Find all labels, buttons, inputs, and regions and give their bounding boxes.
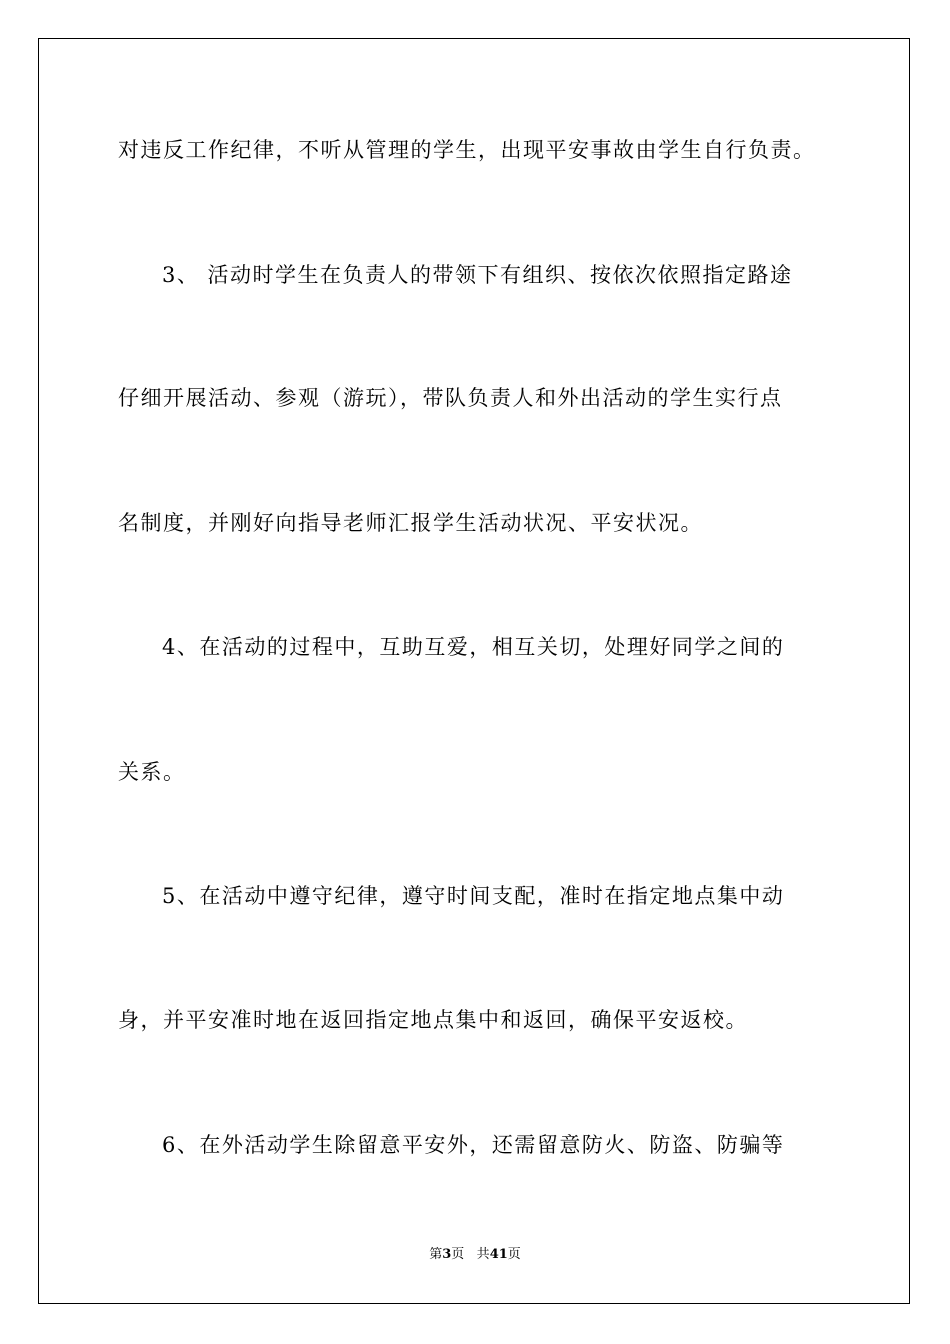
total-prefix: 共 [476,1247,490,1262]
total-suffix: 页 [507,1247,521,1262]
text-line-8: 身，并平安准时地在返回指定地点集中和返回，确保平安返校。 [118,1008,748,1032]
text-line-9: 6、在外活动学生除留意平安外，还需留意防火、防盗、防骗等 [162,1133,785,1157]
text-line-3: 仔细开展活动、参观（游玩），带队负责人和外出活动的学生实行点 [118,386,783,410]
page-prefix: 第 [429,1247,443,1262]
text-line-2: 3、 活动时学生在负责人的带领下有组织、按依次依照指定路途 [162,263,793,287]
text-line-4: 名制度，并刚好向指导老师汇报学生活动状况、平安状况。 [118,511,703,535]
page-border [38,38,910,1304]
text-line-7: 5、在活动中遵守纪律，遵守时间支配，准时在指定地点集中动 [162,884,785,908]
total-pages: 41 [489,1247,508,1262]
page-number: 3 [442,1247,452,1262]
text-line-5: 4、在活动的过程中，互助互爱，相互关切，处理好同学之间的 [162,635,785,659]
page-suffix: 页 [451,1247,465,1262]
page-footer [0,1246,950,1264]
text-line-1: 对违反工作纪律，不听从管理的学生，出现平安事故由学生自行负责。 [118,138,816,162]
text-line-6: 关系。 [118,760,186,784]
